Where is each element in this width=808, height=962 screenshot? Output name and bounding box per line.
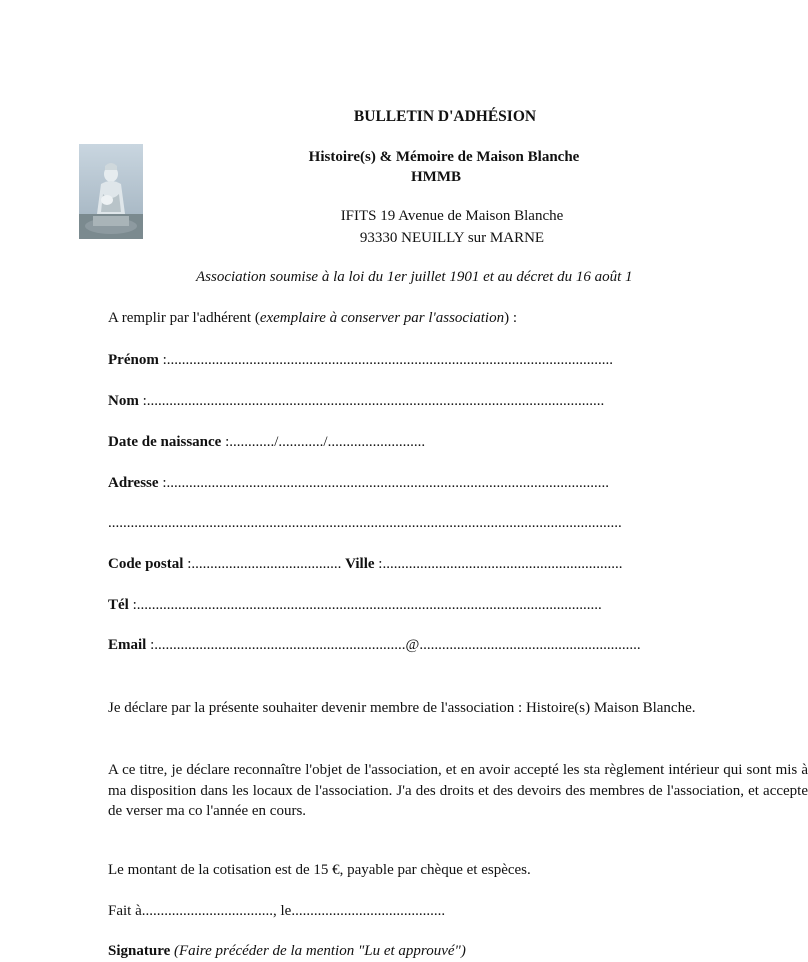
ville-blank[interactable]: :................................................................ — [374, 556, 623, 572]
declaration-paragraph: Je déclare par la présente souhaiter devenir membre de l'association : Histoire(s) Maison Blanche. — [108, 700, 696, 716]
org-acronym: HMMB — [411, 169, 461, 185]
org-address-line1: IFITS 19 Avenue de Maison Blanche — [340, 208, 564, 224]
email-blank[interactable]: :...................................................................@........................................................... — [146, 637, 641, 653]
org-address-line2: 93330 NEUILLY sur MARNE — [359, 230, 545, 246]
form-title: BULLETIN D'ADHÉSION — [353, 108, 537, 125]
dob-label: Date de naissance — [108, 434, 222, 450]
prenom-label: Prénom — [108, 352, 159, 368]
nom-field[interactable] — [108, 393, 604, 410]
email-field[interactable] — [108, 637, 641, 654]
acceptance-paragraph: A ce titre, je déclare reconnaître l'objet de l'association, et en avoir accepté les sta règlement intérieur qui sont mis à ma disposition dans les locaux de l'association. J'a des droits et des devoirs des membres de l'association, et accepte de verser ma co l'année en cours. — [108, 762, 808, 819]
adresse-field[interactable] — [108, 475, 609, 492]
prenom-blank[interactable]: :....................................................................................................................... — [158, 352, 613, 368]
org-name: Histoire(s) & Mémoire de Maison Blanche — [308, 149, 580, 165]
intro-text: A remplir par l'adhérent ( — [108, 310, 260, 326]
tel-blank[interactable]: :............................................................................................................................ — [128, 597, 602, 613]
dob-field[interactable] — [108, 434, 425, 451]
place-date-blank[interactable]: Fait à..................................., le......................................... — [108, 903, 446, 919]
cp-label: Code postal — [108, 556, 184, 572]
ville-label: Ville — [345, 556, 375, 572]
intro-text-end: ) : — [504, 310, 518, 326]
adresse-line2-blank[interactable]: ......................................................................................................................................... — [108, 515, 622, 531]
email-label: Email — [108, 637, 147, 653]
fee-paragraph: Le montant de la cotisation est de 15 €, payable par chèque et espèces. — [108, 862, 531, 878]
dob-blank[interactable]: :............/............/.......................... — [221, 434, 426, 450]
tel-field[interactable] — [108, 597, 602, 614]
intro-line — [108, 310, 517, 327]
intro-italic: exemplaire à conserver par l'association — [259, 310, 505, 326]
cp-ville-field[interactable] — [108, 556, 622, 573]
adresse-label: Adresse — [108, 475, 159, 491]
prenom-field[interactable] — [108, 352, 613, 369]
legal-note: Association soumise à la loi du 1er juillet 1901 et au décret du 16 août 1 — [196, 269, 633, 285]
nom-blank[interactable]: :.......................................................................................................................... — [138, 393, 605, 409]
cp-blank[interactable]: :........................................ — [183, 556, 346, 572]
signature-note: (Faire précéder de la mention "Lu et approuvé") — [173, 943, 466, 959]
adresse-blank[interactable]: :...................................................................................................................... — [158, 475, 609, 491]
nom-label: Nom — [108, 393, 139, 409]
signature-line — [108, 943, 466, 960]
signature-label: Signature — [108, 943, 171, 959]
tel-label: Tél — [108, 597, 129, 613]
